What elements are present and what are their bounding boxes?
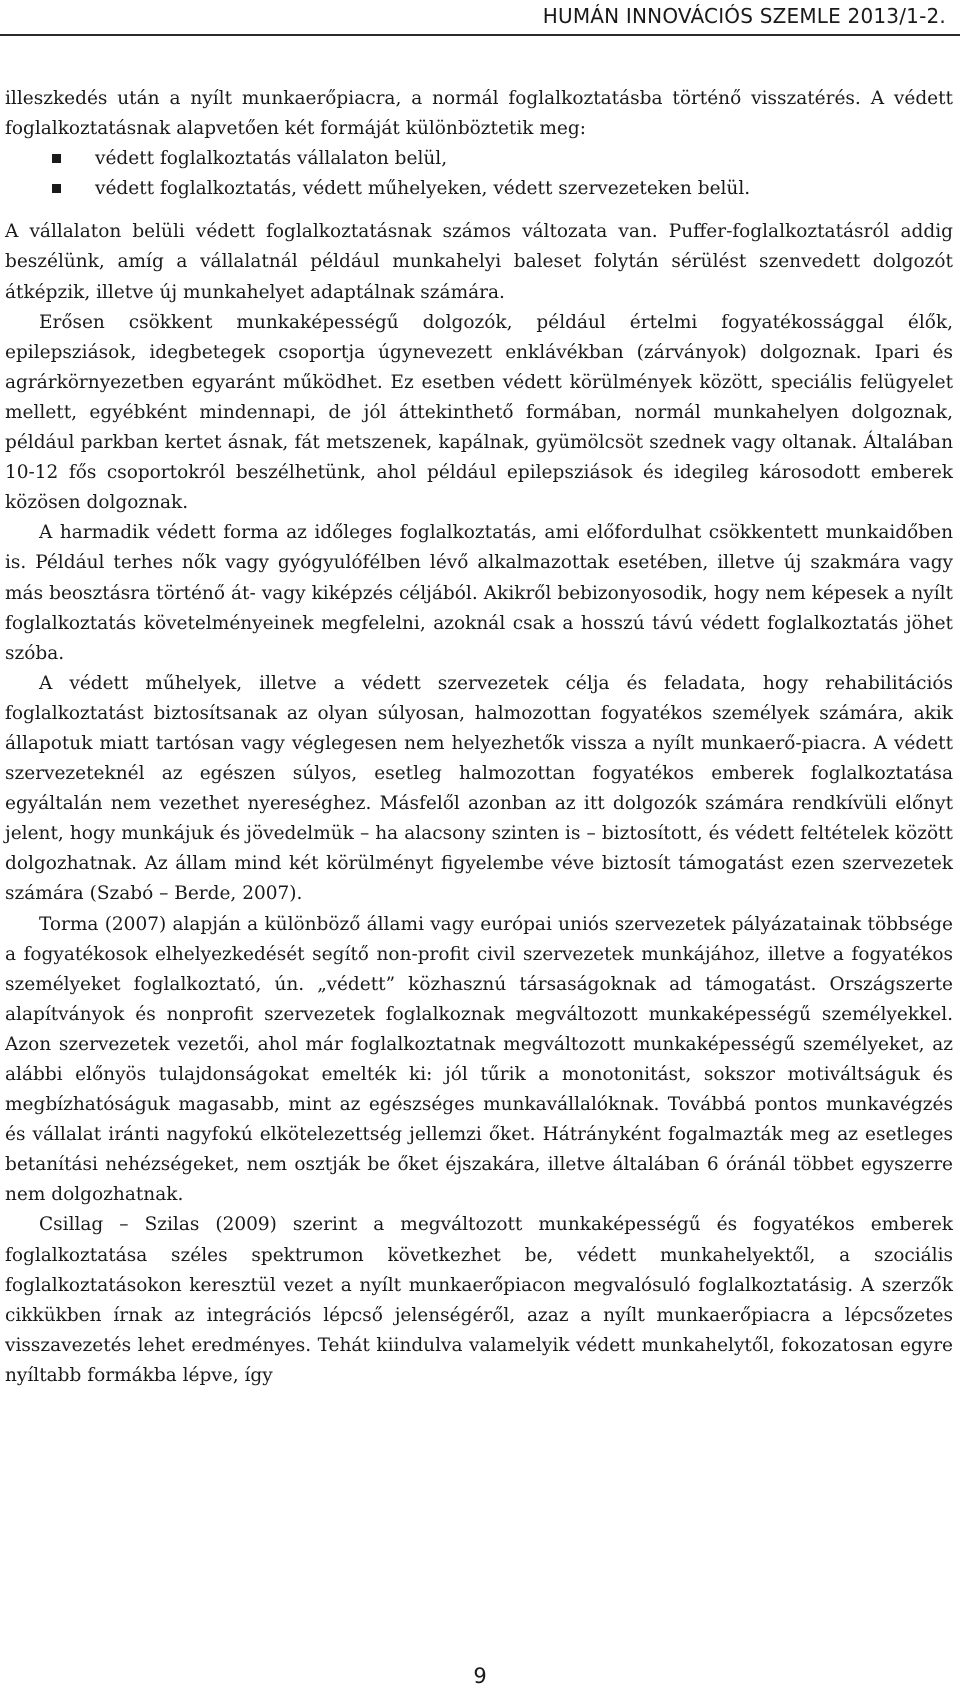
page-number: 9 (473, 1664, 487, 1688)
paragraph-5: Torma (2007) alapján a különböző állami vagy európai uniós szervezetek pályázatainak többsége a fogyatékosok elhelyezkedését segítő non-profit civil szervezetek munkájához, illetve a fogyatékos személyeket foglalkoztató, ún. „védett” közhasznú társaságoknak ad támogatást. Országszerte alapítványok és nonprofit szervezetek foglalkoznak megváltozott munkaképességű személyekkel. Azon szervezetek vezetői, ahol már foglalkoztatnak megváltozott munkaképességű személyeket, az alábbi előnyös tulajdonságokat emelték ki: jól tűrik a monotonitást, sokszor motiváltságuk és megbízhatóságuk magasabb, mint az egészséges munkavállalóknak. Továbbá pontos munkavégzés és vállalat iránti nagyfokú elkötelezettség jellemzi őket. Hátrányként fogalmazták meg az esetleges betanítási nehézségeket, nem osztják be őket éjszakára, illetve általában 6 óránál többet egyszerre nem dolgozhatnak. (5, 913, 953, 1206)
list-item (5, 174, 953, 204)
journal-title: HUMÁN INNOVÁCIÓS SZEMLE 2013/1-2. (542, 4, 946, 28)
paragraph-6: Csillag – Szilas (2009) szerint a megváltozott munkaképességű és fogyatékos emberek foglalkoztatása széles spektrumon következhet be, védett munkahelyektől, a szociális foglalkoztatásokon keresztül vezet a nyílt munkaerőpiacon megvalósuló foglalkoztatásig. A szerzők cikkükben írnak az integrációs lépcső jelenségéről, azaz a nyílt munkaerőpiacra a lépcsőzetes visszavezetés lehet eredményes. Tehát kiindulva valamelyik védett munkahelytől, fokozatosan egyre nyíltabb formákba lépve, így (5, 1214, 953, 1386)
paragraph-2: Erősen csökkent munkaképességű dolgozók, például értelmi fogyatékossággal élők, epilepsziások, idegbetegek csoportja úgynevezett enklávékban (zárványok) dolgoznak. Ipari és agrárkörnyezetben egyaránt működhet. Ez esetben védett körülmények között, speciális felügyelet mellett, egyébként mindennapi, de jól áttekinthető formában, normál munkahelyen dolgoznak, például parkban kertet ásnak, fát metszenek, kapálnak, gyümölcsöt szednek vagy oltanak. Általában 10-12 fős csoportokról beszélhetünk, ahol például epilepsziások és idegileg károsodott emberek közösen dolgoznak. (5, 311, 953, 514)
intro-paragraph: illeszkedés után a nyílt munkaerőpiacra, a normál foglalkoztatásba történő visszatérés. A védett foglalkoztatásnak alapvetően két formáját különböztetik meg: (5, 88, 953, 140)
bullet-list (5, 144, 953, 204)
header-rule (0, 34, 960, 36)
paragraph-4: A védett műhelyek, illetve a védett szervezetek célja és feladata, hogy rehabilitációs foglalkoztatást biztosítsanak az olyan súlyosan, halmozottan fogyatékos személyek számára, akik állapotuk miatt tartósan vagy véglegesen nem helyezhetők vissza a nyílt munkaerő-piacra. A védett szervezeteknél az egészen súlyos, esetleg halmozottan fogyatékos emberek foglalkoztatása egyáltalán nem vezethet nyereséghez. Másfelől azonban az itt dolgozók számára rendkívüli előnyt jelent, hogy munkájuk és jövedelmük – ha alacsony szinten is – biztosított, és védett feltételek között dolgozhatnak. Az állam mind két körülményt figyelembe véve biztosít támogatást ezen szervezetek számára (Szabó – Berde, 2007). (5, 672, 953, 905)
article-body (5, 84, 953, 1391)
square-bullet-icon (52, 184, 61, 193)
page-header (0, 0, 960, 36)
list-item (5, 144, 953, 174)
list-item-text: védett foglalkoztatás vállalaton belül, (95, 148, 448, 170)
paragraph-3: A harmadik védett forma az időleges foglalkoztatás, ami előfordulhat csökkentett munkaidőben is. Például terhes nők vagy gyógyulófélben lévő alkalmazottak esetében, illetve új szakmára vagy más beosztásra történő át- vagy kiképzés céljából. Akikről bebizonyosodik, hogy nem képesek a nyílt foglalkoztatás követelményeinek megfelelni, azoknál csak a hosszú távú védett foglalkoztatás jöhet szóba. (5, 522, 953, 664)
square-bullet-icon (52, 154, 61, 163)
list-item-text: védett foglalkoztatás, védett műhelyeken, védett szervezeteken belül. (95, 178, 751, 200)
paragraph-1: A vállalaton belüli védett foglalkoztatásnak számos változata van. Puffer-foglalkoztatásról addig beszélünk, amíg a vállalatnál például munkahelyi baleset folytán sérülést szenvedett dolgozót átképzik, illetve új munkahelyet adaptálnak számára. (5, 221, 953, 303)
